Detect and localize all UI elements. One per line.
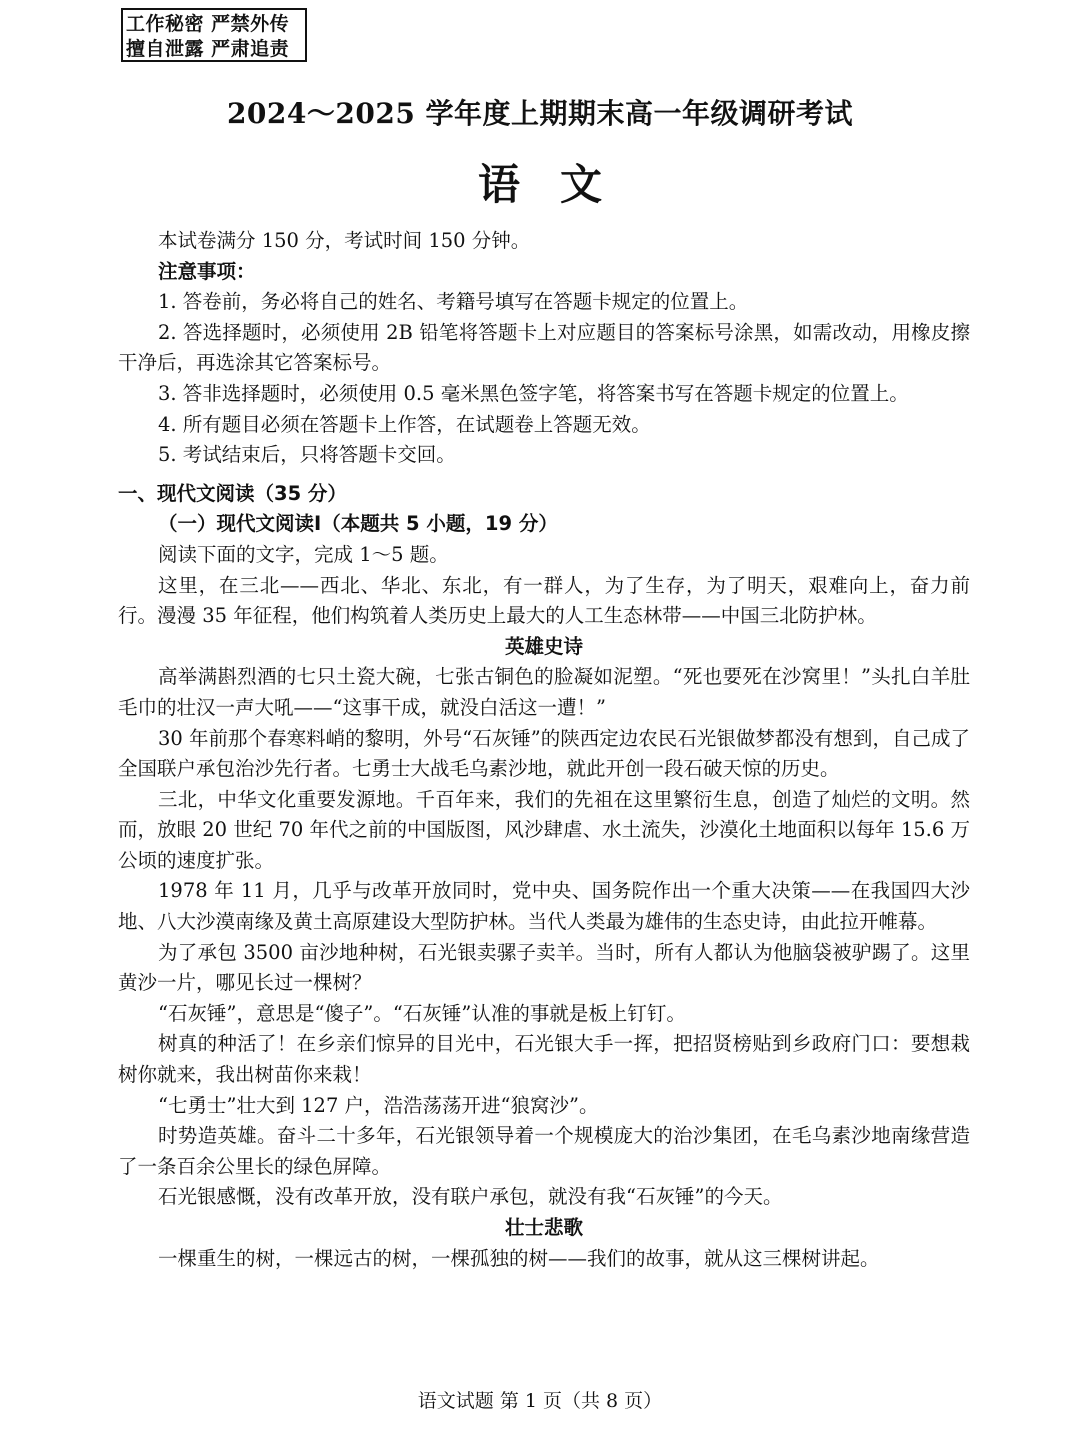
notice-item: 4. 所有题目必须在答题卡上作答，在试题卷上答题无效。 [158,412,651,436]
notice-item: 5. 考试结束后，只将答题卡交回。 [158,443,456,467]
exam-title: 2024～2025 学年度上期期末高一年级调研考试 [226,97,854,130]
exam-body [118,226,970,1274]
article-paragraph: 高举满斟烈酒的七只土瓷大碗，七张古铜色的脸凝如泥塑。“死也要死在沙窝里！”头扎白羊肚毛巾的壮汉一声大吼——“这事干成，就没白活这一遭！” [118,665,970,719]
notice-item: 2. 答选择题时，必须使用 2B 铅笔将答题卡上对应题目的答案标号涂黑，如需改动，用橡皮擦干净后，再选涂其它答案标号。 [118,320,970,375]
heading-tragic-song: 壮士悲歌 [504,1216,583,1239]
section-title: 一、现代文阅读（35 分） [118,481,347,505]
article-paragraph: 1978 年 11 月，几乎与改革开放同时，党中央、国务院作出一个重大决策——在我国四大沙地、八大沙漠南缘及黄土高原建设大型防护林。当代人类最为雄伟的生态史诗，由此拉开帷幕。 [118,879,970,934]
article-paragraph: 石光银感慨，没有改革开放，没有联户承包，就没有我“石灰锤”的今天。 [158,1185,783,1209]
article-paragraph: 时势造英雄。奋斗二十多年，石光银领导着一个规模庞大的治沙集团，在毛乌素沙地南缘营造了一条百余公里长的绿色屏障。 [118,1124,970,1178]
article-paragraph: 树真的种活了！在乡亲们惊异的目光中，石光银大手一挥，把招贤榜贴到乡政府门口：要想栽树你就来，我出树苗你来栽！ [118,1032,970,1087]
subsection-title: （一）现代文阅读Ⅰ（本题共 5 小题，19 分） [158,512,558,536]
confidential-stamp [121,8,307,62]
page-footer: 语文试题 第 1 页（共 8 页） [417,1390,663,1412]
subject-title: 语文 [477,160,642,209]
notice-item: 1. 答卷前，务必将自己的姓名、考籍号填写在答题卡规定的位置上。 [158,290,749,314]
article-paragraph: 一棵重生的树，一棵远古的树，一棵孤独的树——我们的故事，就从这三棵树讲起。 [158,1246,880,1270]
article-paragraph: 三北，中华文化重要发源地。千百年来，我们的先祖在这里繁衍生息，创造了灿烂的文明。然而，放眼 20 世纪 70 年代之前的中国版图，风沙肆虐、水土流失，沙漠化土地面积以每年 15.6 万公顷的速度扩张。 [118,787,970,872]
article-paragraph: “七勇士”壮大到 127 户，浩浩荡荡开进“狼窝沙”。 [158,1093,599,1117]
stamp-line-1: 工作秘密 严禁外传 [126,13,290,35]
reading-instruction: 阅读下面的文字，完成 1～5 题。 [158,542,449,566]
notice-title: 注意事项： [158,259,256,283]
heading-heroic-epic: 英雄史诗 [504,634,583,658]
notice-item: 3. 答非选择题时，必须使用 0.5 毫米黑色签字笔，将答案书写在答题卡规定的位置上。 [158,381,909,405]
article-paragraph: “石灰锤”，意思是“傻子”。“石灰锤”认准的事就是板上钉钉。 [158,1001,686,1025]
article-paragraph: 为了承包 3500 亩沙地种树，石光银卖骡子卖羊。当时，所有人都认为他脑袋被驴踢了。这里黄沙一片，哪见长过一棵树？ [118,940,970,995]
article-paragraph: 30 年前那个春寒料峭的黎明，外号“石灰锤”的陕西定边农民石光银做梦都没有想到，自己成了全国联户承包治沙先行者。七勇士大战毛乌素沙地，就此开创一段石破天惊的历史。 [118,726,970,781]
intro-text: 本试卷满分 150 分，考试时间 150 分钟。 [158,229,531,252]
stamp-line-2: 擅自泄露 严肃追责 [126,38,290,60]
lead-paragraph: 这里，在三北——西北、华北、东北，有一群人，为了生存，为了明天，艰难向上，奋力前行。漫漫 35 年征程，他们构筑着人类历史上最大的人工生态林带——中国三北防护林。 [118,573,970,628]
